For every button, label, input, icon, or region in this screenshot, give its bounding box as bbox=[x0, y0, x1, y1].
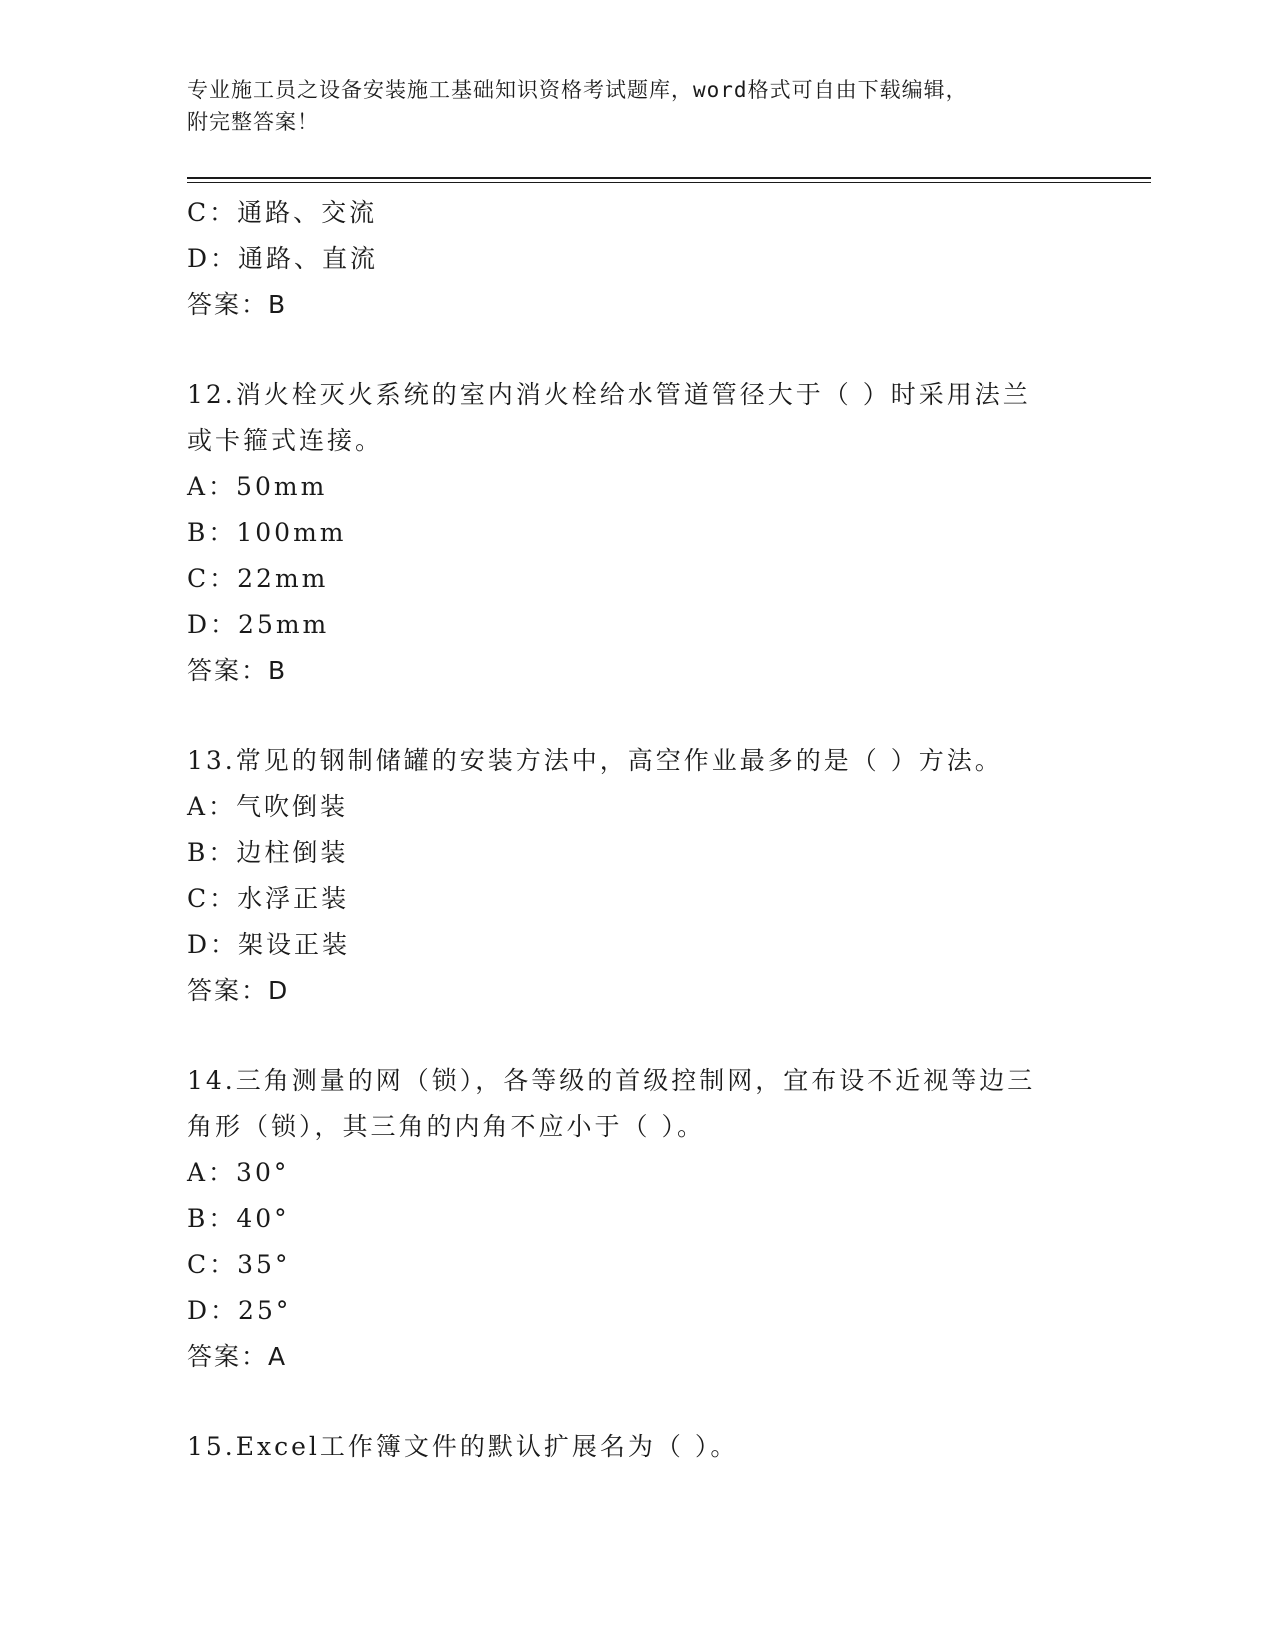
question-stem-continued: 或卡箍式连接。 bbox=[187, 426, 384, 455]
option-d: D：25° bbox=[187, 1296, 292, 1325]
question-14 bbox=[187, 1058, 1087, 1380]
option-b: B：100mm bbox=[187, 518, 347, 547]
question-13 bbox=[187, 738, 1087, 1014]
question-11-continued bbox=[187, 190, 1087, 328]
option-d: D：架设正装 bbox=[187, 930, 351, 959]
option-a: A：气吹倒装 bbox=[187, 792, 349, 821]
question-stem: 15.Excel工作簿文件的默认扩展名为（ ）。 bbox=[187, 1432, 739, 1461]
question-stem: 14.三角测量的网（锁），各等级的首级控制网，宜布设不近视等边三 bbox=[187, 1066, 1036, 1095]
option-c: C：水浮正装 bbox=[187, 884, 350, 913]
question-stem-continued: 角形（锁），其三角的内角不应小于（ ）。 bbox=[187, 1112, 705, 1141]
question-stem: 12.消火栓灭火系统的室内消火栓给水管道管径大于（ ）时采用法兰 bbox=[187, 380, 1031, 409]
header-divider-thin bbox=[187, 182, 1151, 183]
option-c: C：22mm bbox=[187, 564, 329, 593]
question-12 bbox=[187, 372, 1087, 694]
option-c: C：通路、交流 bbox=[187, 198, 378, 227]
option-b: B：边柱倒装 bbox=[187, 838, 349, 867]
question-stem: 13.常见的钢制储罐的安装方法中，高空作业最多的是（ ）方法。 bbox=[187, 746, 1003, 775]
answer-label: 答案：B bbox=[187, 656, 288, 685]
header-line-1: 专业施工员之设备安装施工基础知识资格考试题库，word格式可自由下载编辑， bbox=[187, 78, 968, 102]
option-a: A：30° bbox=[187, 1158, 290, 1187]
question-15 bbox=[187, 1424, 1087, 1470]
option-b: B：40° bbox=[187, 1204, 290, 1233]
header-divider-thick bbox=[187, 177, 1151, 179]
option-d: D：通路、直流 bbox=[187, 244, 379, 273]
answer-label: 答案：A bbox=[187, 1342, 288, 1371]
page-header bbox=[187, 74, 1087, 138]
option-a: A：50mm bbox=[187, 472, 328, 501]
answer-label: 答案：B bbox=[187, 290, 288, 319]
option-c: C：35° bbox=[187, 1250, 291, 1279]
option-d: D：25mm bbox=[187, 610, 330, 639]
question-content bbox=[187, 190, 1087, 1470]
header-line-2: 附完整答案！ bbox=[187, 110, 319, 134]
answer-label: 答案：D bbox=[187, 976, 290, 1005]
